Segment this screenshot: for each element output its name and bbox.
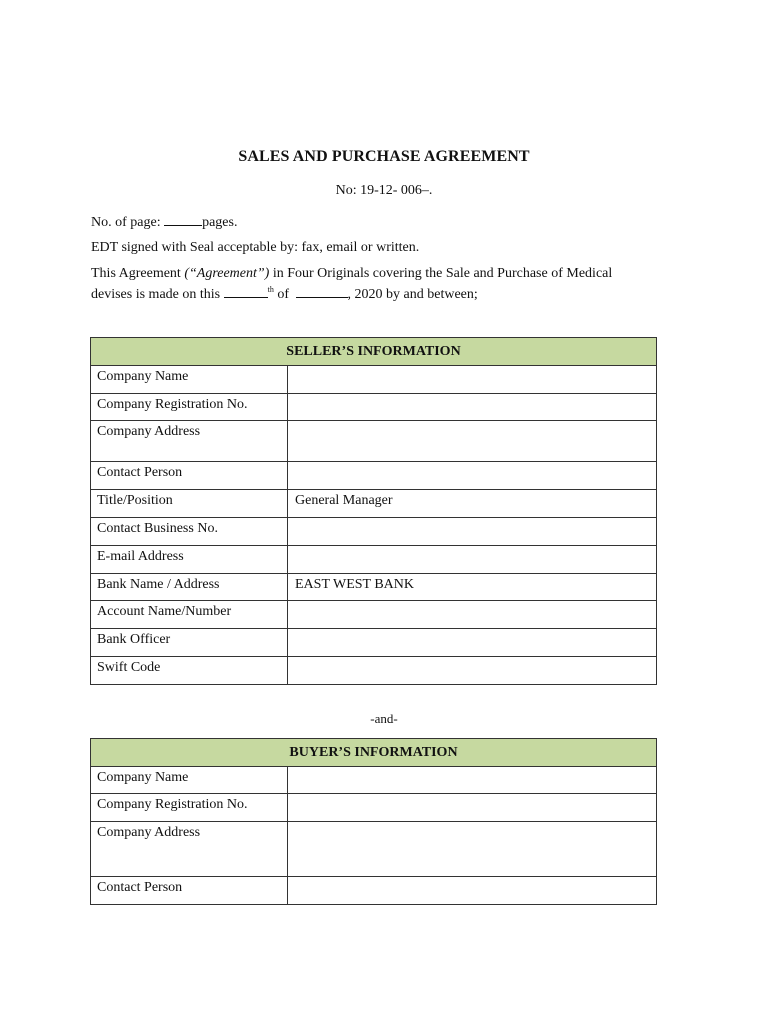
- row-label: Contact Person: [91, 462, 288, 490]
- row-value[interactable]: [288, 657, 657, 685]
- agreement-text-5: , 2020 by and between;: [347, 287, 478, 302]
- document-title: SALES AND PURCHASE AGREEMENT: [238, 148, 530, 165]
- row-value[interactable]: [288, 518, 657, 546]
- document-number: No: 19-12- 006–.: [335, 183, 433, 198]
- seller-info-table: [90, 337, 657, 685]
- row-value[interactable]: [288, 601, 657, 629]
- ordinal-suffix: th: [267, 285, 274, 294]
- agreement-text-3: devises is made on this: [91, 287, 224, 302]
- seller-info-header: SELLER’S INFORMATION: [91, 338, 657, 366]
- row-value[interactable]: General Manager: [288, 490, 657, 518]
- and-separator: -and-: [370, 711, 398, 726]
- table-row: [91, 546, 657, 574]
- table-row: [91, 462, 657, 490]
- table-row: [91, 822, 657, 877]
- row-label: Title/Position: [91, 490, 288, 518]
- row-label: Company Name: [91, 366, 288, 394]
- row-value[interactable]: [288, 546, 657, 574]
- row-value[interactable]: [288, 822, 657, 877]
- row-label: Bank Name / Address: [91, 574, 288, 601]
- row-value[interactable]: [288, 877, 657, 905]
- row-label: Company Address: [91, 822, 288, 877]
- row-value[interactable]: [288, 767, 657, 794]
- table-row: [91, 574, 657, 601]
- agreement-text-1: This Agreement: [91, 266, 185, 281]
- row-label: E-mail Address: [91, 546, 288, 574]
- row-value[interactable]: [288, 394, 657, 421]
- day-blank: [224, 284, 268, 298]
- table-row: [91, 366, 657, 394]
- table-row: [91, 877, 657, 905]
- edt-line: EDT signed with Seal acceptable by: fax, email or written.: [91, 240, 420, 255]
- row-value[interactable]: [288, 462, 657, 490]
- row-value[interactable]: [288, 794, 657, 822]
- pages-prefix: No. of page:: [91, 215, 165, 230]
- buyer-info-table: [90, 738, 657, 905]
- month-blank: [296, 284, 348, 298]
- table-row: [91, 794, 657, 822]
- table-row: [91, 767, 657, 794]
- agreement-text-4: of: [273, 287, 293, 302]
- table-row: [91, 518, 657, 546]
- row-label: Company Address: [91, 421, 288, 462]
- row-label: Contact Business No.: [91, 518, 288, 546]
- row-label: Company Registration No.: [91, 394, 288, 421]
- table-row: [91, 657, 657, 685]
- row-label: Swift Code: [91, 657, 288, 685]
- agreement-text-2: in Four Originals covering the Sale and Purchase of Medical: [269, 266, 613, 281]
- table-row: [91, 421, 657, 462]
- agreement-italic: (“Agreement”): [184, 266, 270, 281]
- row-label: Company Registration No.: [91, 794, 288, 822]
- buyer-info-header: BUYER’S INFORMATION: [91, 739, 657, 767]
- row-label: Bank Officer: [91, 629, 288, 657]
- agreement-line-1: [91, 266, 612, 282]
- pages-suffix: pages.: [202, 215, 238, 230]
- table-row: [91, 490, 657, 518]
- table-row: [91, 629, 657, 657]
- row-value[interactable]: [288, 629, 657, 657]
- agreement-line-2: [91, 284, 478, 303]
- row-label: Contact Person: [91, 877, 288, 905]
- table-row: [91, 601, 657, 629]
- row-value[interactable]: EAST WEST BANK: [288, 574, 657, 601]
- row-value[interactable]: [288, 366, 657, 394]
- row-value[interactable]: [288, 421, 657, 462]
- pages-line: [91, 212, 237, 231]
- row-label: Account Name/Number: [91, 601, 288, 629]
- table-row: [91, 394, 657, 421]
- row-label: Company Name: [91, 767, 288, 794]
- pages-blank: [164, 212, 202, 226]
